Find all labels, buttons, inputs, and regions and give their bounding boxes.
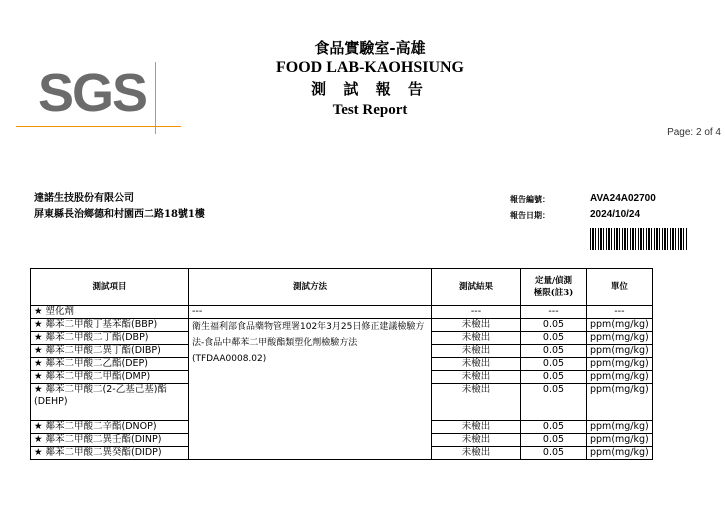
row-unit: ppm(mg/kg) [587,358,653,371]
row-item: ★ 鄰苯二甲酸二辛酯(DNOP) [31,421,189,434]
lab-title-en: FOOD LAB-KAOHSIUNG [275,59,464,76]
logo-vertical-line [155,62,156,134]
row-result: 未檢出 [432,421,521,434]
header-item: 測試項目 [31,269,189,306]
barcode [590,228,688,250]
header-method: 測試方法 [189,269,432,306]
row-result: 未檢出 [432,319,521,332]
row-unit: ppm(mg/kg) [587,345,653,358]
header-limit: 定量/偵測 極限(註3) [521,269,587,306]
row-item: ★ 鄰苯二甲酸二異癸酯(DIDP) [31,447,189,460]
header-result: 測試結果 [432,269,521,306]
row-item: ★ 鄰苯二甲酸二甲酯(DMP) [31,371,189,384]
row-result: --- [432,306,521,319]
lab-title-zh: 食品實驗室-高雄 [314,39,426,57]
row-limit: 0.05 [521,332,587,345]
row-item: ★ 塑化劑 [31,306,189,319]
row-result: 未檢出 [432,358,521,371]
row-unit: --- [587,306,653,319]
row-unit: ppm(mg/kg) [587,421,653,434]
page-number: Page: 2 of 4 [667,127,721,138]
row-limit: 0.05 [521,384,587,421]
row-unit: ppm(mg/kg) [587,319,653,332]
row-result: 未檢出 [432,447,521,460]
report-title-zh: 測 試 報 告 [311,80,429,98]
row-item: ★ 鄰苯二甲酸丁基苯酯(BBP) [31,319,189,332]
report-date-label: 報告日期： [510,210,550,220]
table-header-row [31,269,653,306]
row-result: 未檢出 [432,345,521,358]
row-result: 未檢出 [432,434,521,447]
row-method: --- [189,306,432,319]
row-limit: 0.05 [521,434,587,447]
client-block [34,191,205,223]
row-unit: ppm(mg/kg) [587,447,653,460]
report-title-en: Test Report [332,102,408,118]
row-result: 未檢出 [432,332,521,345]
row-limit: 0.05 [521,421,587,434]
sgs-logo-text: SGS [38,63,147,123]
report-header [250,38,490,120]
report-date: 2024/10/24 [590,209,641,220]
table-row [31,319,653,332]
row-unit: ppm(mg/kg) [587,384,653,421]
row-unit: ppm(mg/kg) [587,434,653,447]
row-unit: ppm(mg/kg) [587,332,653,345]
row-limit: 0.05 [521,345,587,358]
row-limit: 0.05 [521,358,587,371]
row-item: ★ 鄰苯二甲酸二乙酯(DEP) [31,358,189,371]
row-unit: ppm(mg/kg) [587,371,653,384]
row-item: ★ 鄰苯二甲酸二丁酯(DBP) [31,332,189,345]
report-number: AVA24A02700 [590,193,656,204]
client-name: 達諾生技股份有限公司 [34,193,134,204]
row-result: 未檢出 [432,371,521,384]
row-limit: --- [521,306,587,319]
row-limit: 0.05 [521,447,587,460]
row-limit: 0.05 [521,319,587,332]
row-item: ★ 鄰苯二甲酸二(2-乙基己基)酯(DEHP) [31,384,189,421]
report-number-label: 報告編號： [510,194,550,204]
results-table [30,268,653,460]
method-cell: 衛生福利部食品藥物管理署102年3月25日修正建議檢驗方法-食品中鄰苯二甲酸酯類塑化劑檢驗方法(TFDAA0008.02) [189,319,432,460]
row-item: ★ 鄰苯二甲酸二異丁酯(DIBP) [31,345,189,358]
logo-horizontal-line [16,126,181,127]
row-limit: 0.05 [521,371,587,384]
sgs-logo [8,30,163,123]
client-address: 屏東縣長治鄉德和村園西二路18號1樓 [34,209,205,220]
header-unit: 單位 [587,269,653,306]
row-item: ★ 鄰苯二甲酸二異壬酯(DINP) [31,434,189,447]
row-result: 未檢出 [432,384,521,421]
report-info [510,191,656,223]
table-row [31,306,653,319]
